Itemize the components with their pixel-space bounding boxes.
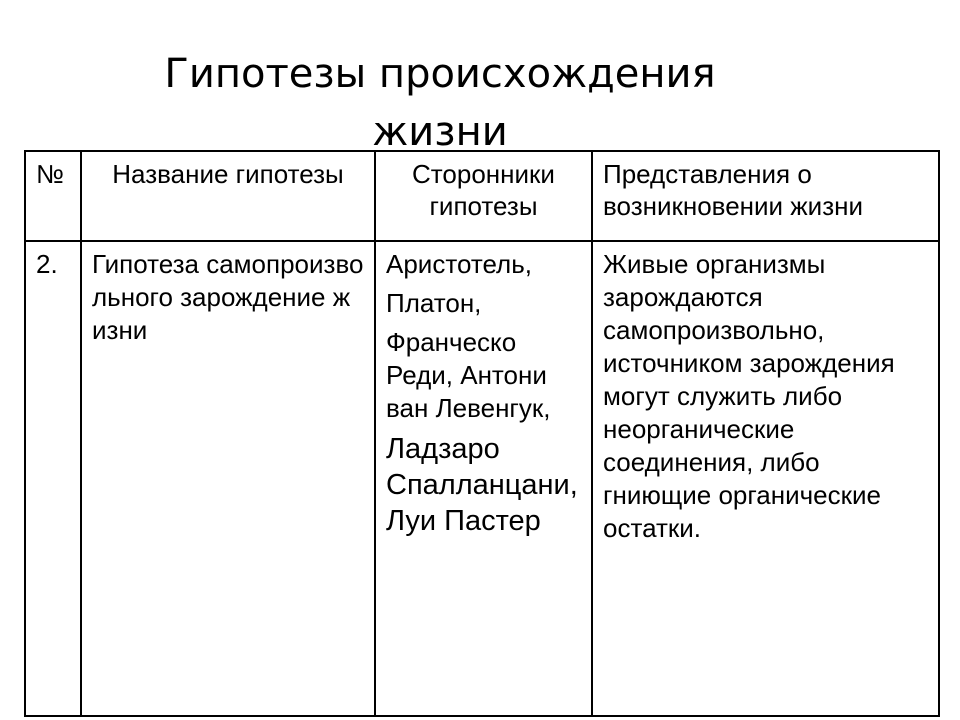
cell-views: Живые организмы зарождаются самопроизвольно, источником зарождения могут служить либо неорганические соединения, либо гниющие органические остатки. bbox=[592, 241, 939, 716]
header-number: № bbox=[25, 151, 81, 241]
table-row bbox=[25, 241, 939, 716]
supporter-redi-leeuwenhoek: Франческо Реди, Антони ван Левенгук, bbox=[386, 327, 551, 423]
header-supporters: Сторонники гипотезы bbox=[375, 151, 592, 241]
supporter-aristotle: Аристотель, bbox=[386, 249, 532, 279]
supporter-spallanzani-pasteur: Ладзаро Спалланцани, Луи Пастер bbox=[386, 433, 578, 537]
hypotheses-table bbox=[24, 150, 940, 717]
cell-hypothesis-name: Гипотеза самопроизвольного зарождение жизни bbox=[81, 241, 375, 716]
cell-supporters bbox=[375, 241, 592, 716]
title-line-1: Гипотезы происхождения bbox=[164, 50, 716, 97]
page-title bbox=[0, 45, 880, 161]
title-line-2: жизни bbox=[372, 108, 508, 155]
supporter-plato: Платон, bbox=[386, 288, 482, 318]
table-header-row bbox=[25, 151, 939, 241]
header-name: Название гипотезы bbox=[81, 151, 375, 241]
cell-number: 2. bbox=[25, 241, 81, 716]
header-views: Представления о возникновении жизни bbox=[592, 151, 939, 241]
